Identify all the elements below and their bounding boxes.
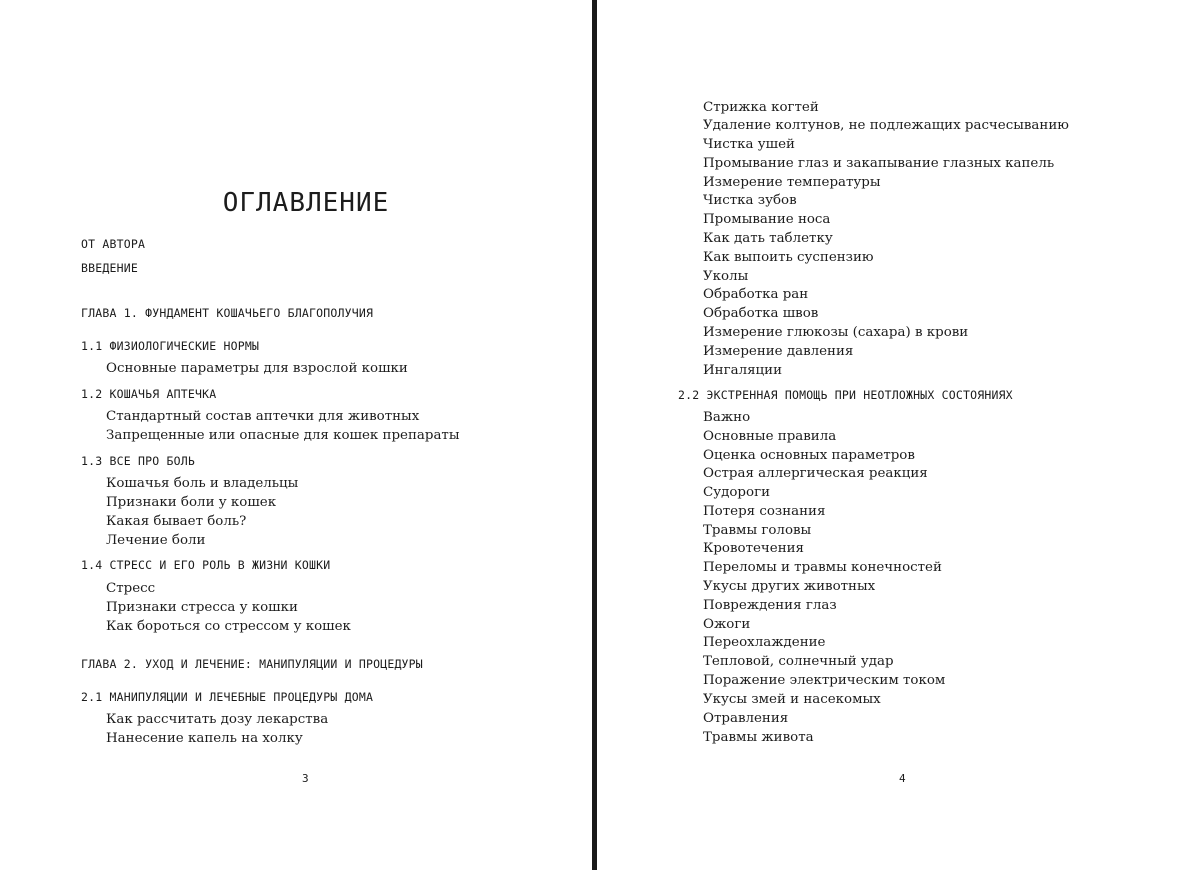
toc-subsection[interactable]: Промывание глаз и закапывание глазных капель [703, 156, 1055, 171]
toc-subsection[interactable]: Поражение электрическим током [703, 673, 946, 688]
toc-section-1-2[interactable]: 1.2 КОШАЧЬЯ АПТЕЧКА [81, 387, 217, 401]
toc-subsection[interactable]: Чистка зубов [703, 193, 797, 208]
page-number-left: 3 [302, 772, 309, 785]
toc-subsection[interactable]: Как рассчитать дозу лекарства [106, 712, 329, 727]
toc-subsection[interactable]: Переохлаждение [703, 635, 826, 650]
toc-subsection[interactable]: Отравления [703, 711, 789, 726]
toc-subsection[interactable]: Признаки стресса у кошки [106, 600, 298, 615]
toc-subsection[interactable]: Острая аллергическая реакция [703, 466, 928, 481]
toc-subsection[interactable]: Стресс [106, 581, 156, 596]
toc-section-1-3[interactable]: 1.3 ВСЕ ПРО БОЛЬ [81, 454, 195, 468]
toc-subsection[interactable]: Повреждения глаз [703, 598, 837, 613]
toc-subsection[interactable]: Важно [703, 410, 751, 425]
toc-subsection[interactable]: Как дать таблетку [703, 231, 833, 246]
toc-subsection[interactable]: Обработка швов [703, 306, 819, 321]
toc-subsection[interactable]: Признаки боли у кошек [106, 495, 277, 510]
toc-subsection[interactable]: Удаление колтунов, не подлежащих расчесыванию [703, 118, 1069, 133]
page-title: ОГЛАВЛЕНИЕ [222, 188, 390, 218]
toc-section-2-2[interactable]: 2.2 ЭКСТРЕННАЯ ПОМОЩЬ ПРИ НЕОТЛОЖНЫХ СОСТОЯНИЯХ [678, 388, 1013, 402]
toc-subsection[interactable]: Обработка ран [703, 287, 809, 302]
toc-subsection[interactable]: Кровотечения [703, 541, 805, 556]
toc-subsection[interactable]: Уколы [703, 269, 749, 284]
toc-subsection[interactable]: Нанесение капель на холку [106, 731, 303, 746]
toc-subsection[interactable]: Ингаляции [703, 363, 783, 378]
page-number-right: 4 [899, 772, 906, 785]
toc-subsection[interactable]: Чистка ушей [703, 137, 795, 152]
toc-section-1-1[interactable]: 1.1 ФИЗИОЛОГИЧЕСКИЕ НОРМЫ [81, 339, 260, 353]
toc-subsection[interactable]: Измерение давления [703, 344, 854, 359]
toc-section-2-1[interactable]: 2.1 МАНИПУЛЯЦИИ И ЛЕЧЕБНЫЕ ПРОЦЕДУРЫ ДОМА [81, 690, 374, 704]
toc-subsection[interactable]: Травмы живота [703, 730, 814, 745]
toc-subsection[interactable]: Промывание носа [703, 212, 831, 227]
toc-subsection[interactable]: Тепловой, солнечный удар [703, 654, 894, 669]
toc-subsection[interactable]: Запрещенные или опасные для кошек препараты [106, 428, 460, 443]
toc-subsection[interactable]: Как бороться со стрессом у кошек [106, 619, 351, 634]
toc-subsection[interactable]: Оценка основных параметров [703, 448, 915, 463]
toc-subsection[interactable]: Измерение температуры [703, 175, 881, 190]
toc-subsection[interactable]: Травмы головы [703, 523, 812, 538]
toc-subsection[interactable]: Основные параметры для взрослой кошки [106, 361, 408, 376]
toc-subsection[interactable]: Лечение боли [106, 533, 206, 548]
toc-section-1-4[interactable]: 1.4 СТРЕСС И ЕГО РОЛЬ В ЖИЗНИ КОШКИ [81, 558, 331, 572]
toc-subsection[interactable]: Стандартный состав аптечки для животных [106, 409, 420, 424]
toc-subsection[interactable]: Ожоги [703, 617, 751, 632]
toc-subsection[interactable]: Укусы змей и насекомых [703, 692, 881, 707]
toc-subsection[interactable]: Основные правила [703, 429, 837, 444]
toc-subsection[interactable]: Как выпоить суспензию [703, 250, 874, 265]
toc-subsection[interactable]: Какая бывает боль? [106, 514, 247, 529]
toc-subsection[interactable]: Измерение глюкозы (сахара) в крови [703, 325, 969, 340]
toc-subsection[interactable]: Стрижка когтей [703, 100, 819, 115]
toc-subsection[interactable]: Кошачья боль и владельцы [106, 476, 299, 491]
toc-entry-introduction[interactable]: ВВЕДЕНИЕ [81, 261, 138, 275]
toc-chapter-1[interactable]: ГЛАВА 1. ФУНДАМЕНТ КОШАЧЬЕГО БЛАГОПОЛУЧИЯ [81, 306, 374, 320]
toc-chapter-2[interactable]: ГЛАВА 2. УХОД И ЛЕЧЕНИЕ: МАНИПУЛЯЦИИ И ПРОЦЕДУРЫ [81, 657, 423, 671]
toc-entry-from-author[interactable]: ОТ АВТОРА [81, 237, 146, 251]
toc-subsection[interactable]: Укусы других животных [703, 579, 876, 594]
toc-subsection[interactable]: Потеря сознания [703, 504, 826, 519]
toc-subsection[interactable]: Судороги [703, 485, 771, 500]
toc-subsection[interactable]: Переломы и травмы конечностей [703, 560, 942, 575]
